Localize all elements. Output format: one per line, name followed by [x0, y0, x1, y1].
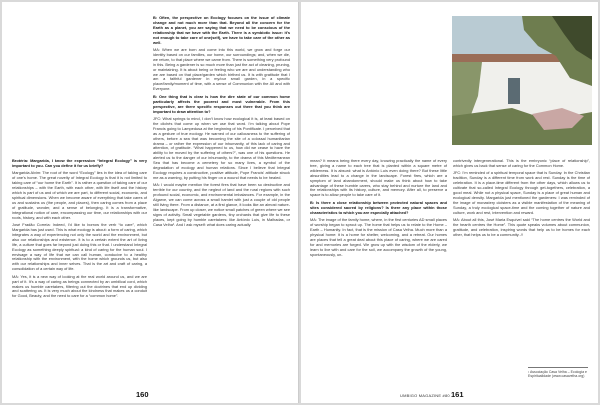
- footnote-rule: [528, 367, 588, 368]
- left-column-1: [12, 159, 147, 394]
- question-text: Brotéria: Margarida, I know the expression “Integral Ecology” is very important to you. Can you define it for us briefly?: [12, 159, 147, 168]
- question-text: B: Is there a close relationship between protected natural spaces and sites considered sacred by religions? Is there any place within those characteristics to which you are especially attached?: [310, 199, 447, 215]
- question-paragraph: [153, 95, 290, 115]
- photo-door: [508, 78, 520, 104]
- question-text: B: Often, the perspective on Ecology focuses on the issue of climate change and not much more than that. Beyond all the concern for the Earth as a planet, you are saying that we need to be conscious of the relationship that we have with the Earth. There is a symbiotic issue: it’s not enough to take care of one(self), we have to take care of the other as well.: [153, 16, 290, 45]
- left-column-2: [153, 16, 290, 394]
- answer-paragraph: MA: The image of the family home, where, in the first centuries AD small places of worship began to sprout up. The home that helps us to relate to the Home – Earth – Humanity. In fact, that is the mission of Casa Velha. Much more than a physical home: it is a home for shelter, welcoming, and a retreat. Our homes are places that tell a great deal about this place of caring, where we are cared for and memories are forged. We grow up with the wisdom of the elderly, we learn to live with and care for the soil, we accompany the growth of the young, spontaneously, un-: [310, 217, 447, 257]
- answer-paragraph: MA: About all this, José Maria Esquível said “The home centres the World and the hearth centres the Home”. This quote speaks volumes about communion, gratitude, and celebration, inspiring words that help us to be homes for each other, that helps us to be a community. //: [453, 217, 590, 237]
- house-photo: [452, 16, 592, 145]
- answer-paragraph: mean? It means being there every day, knowing practically the name of every tree, giving a name to each tree that is planted within a square metre of wilderness. It is absurd: what is António Luís even doing there? But these little absurdities lead to a change in the landscape. Forest fires, which are a symptom of land abandonment, should make us think about how to take advantage of these humble carers, who stay behind and nurture the land and the relationships with its history, culture, and memory. After all, to preserve a space is to allow people to take care of it.: [310, 159, 447, 198]
- right-page: [301, 2, 598, 403]
- left-page: [2, 2, 299, 403]
- answer-paragraph: MA: When we are born and come into this world, we grow and forge our identity based on our families, our home, our surroundings; and, when we die, we return, to that place where we came from. There is something very profound in this. Being a gardener is so much more than just the act of cleaning, pruning, or maintaining. It is about being or feeling who we are and understanding who we are based on that place/garden which birthed us. It is with gratitude that I am a faithful gardener in my/our small garden, in a specific place/family/moment of time, with a sense of Communion with the All and with Everyone.: [153, 47, 290, 92]
- answer-paragraph: MA: I would maybe mention the forest fires that have been so destructive and terrible for our country, and the neglect of land and the rural regions with such profound social, economic, and environmental imbalances. For example, in the Algarve, we can come across a small hamlet with just a couple of old people still living there. From a distance, at a first glance, it looks like an almost nature-like landscape. From up closer, we notice small patches of green where we see signs of activity. Small vegetable gardens, tiny orchards that give life to these places, kept going by humble caretakers: like António Luís, in Malhadas, or Casa Velha¹. And I ask myself: what does caring actually: [153, 182, 290, 227]
- house-photo-image: [452, 16, 592, 145]
- page-number-left: 160: [136, 390, 149, 399]
- answer-paragraph: JFC: I’m reminded of a spiritual temporal space that is Sunday. In the Christian tradition, Sunday is a different time from work and rest. Sunday is the time of celebration. It is a place-time different from the other days, which allows us to cultivate that so-called Integral Ecology through get-togethers, celebration, a good meal. While not a physical space, Sunday is a place of great human and ecological density. Margarida just mentioned the gardeners: I was reminded of the image of monastery cloisters as a visible manifestation of the meaning of Sunday, a truly ecological space-time and the coming together of nature and culture, work and rest, intervention and reward.: [453, 170, 590, 215]
- answer-paragraph: Margarida Alvim: The root of the word “Ecology” lies in the idea of taking care of one’s home. The great novelty of Integral Ecology is that it is not limited to taking care of “our home the Earth”. It is rather a question of taking care of our relationships – with the Earth, with each other, with life itself and the history which is part of us and of which we are part, to different social, economic, and spiritual dimensions. When we become aware of everything that take cares of us and sustains us (the people, and places), then caring comes from a place of gratitude, wonder, and a sense of belonging. It is a transformative, integrational notion of care, encompassing our time, our relationships with our roots, history, and with each other.: [12, 170, 147, 220]
- question-paragraph: [310, 201, 447, 216]
- question-text: B: One thing that is clear is how the dire state of our common home particularly affects the poorest and most vulnerable. From this perspective, are there specific responses out there that you think are important to draw attention to?: [153, 93, 290, 114]
- answer-paragraph: José Fradão Correia: Indeed, I’d like to borrow the verb “to care”, which Margarida has just used. This is what ecology is about: a form of caring, which integrates a way of experiencing not only the world and the environment, but also our relationships and existence. It is to a certain extent the art of living life, a culture that goes far beyond just doing this or that. I understand Integral Ecology as something deeply spiritual: a kind of caring for the human soul. I envisage a way of life that we can call human, conducive to a healthy relationship with the environment, with the home which grounds us, but also with our relationships and inner selves. That is the art and craft of caring, a consolidation of a certain way of life.: [12, 222, 147, 272]
- question-paragraph: [153, 16, 290, 45]
- page-number-right: 161: [451, 390, 464, 399]
- answer-paragraph: MA: Yes, it is a new way of looking at the real world around us, and we are part of it. It’s a way of caring as beings connected by an umbilical cord, which makes us humble caretakers, filtering out the doctrines that end up dividing and scattering us. It is very much about the kindness that makes us a conduit for Good, Beauty, and the need to care for a “common home”.: [12, 273, 147, 299]
- right-column-2: [453, 159, 590, 364]
- answer-paragraph: JFC: What springs to mind, I don’t know how ecological it is, at least based on the clichés that come up when we use that word. I’m talking about Pope Francis going to Lampedusa at the beginning of his Pontificate. I perceived that as a gesture of true ecology. He warned of our callousness to the suffering of others, before a sea that was becoming the site of a colossal humanitarian drama – or rather the expression of our inhumanity, of this lack of caring and attention, of gratitude. “What happened to us, how did we cease to have the ability to be moved by the suffering of others?”, was one of his questions. He alerted us to the danger of our inhumanity, to the drama of this Mediterranean Sea that has become a cemetery for so many lives, a symbol of the degradation of ecology and human relations. Since I believe that Integral Ecology requires a constructive, positive attitude, Pope Francis’ attitude struck me as a warning, by putting his finger on a wound that needs to be healed.: [153, 116, 290, 180]
- question-paragraph: [12, 159, 147, 169]
- footnote: ¹ Associação Casa Velha – Ecologia e Espiritualidade (www.casavelha.org): [528, 370, 587, 379]
- answer-paragraph: contrivedly intergenerational. This is the embryonic “place of relationship”, which gives us back that sense of caring for the Common Home.: [453, 159, 590, 168]
- magazine-name: UMBIGO MAGAZINE #80: [400, 393, 450, 398]
- right-column-1: [310, 159, 447, 394]
